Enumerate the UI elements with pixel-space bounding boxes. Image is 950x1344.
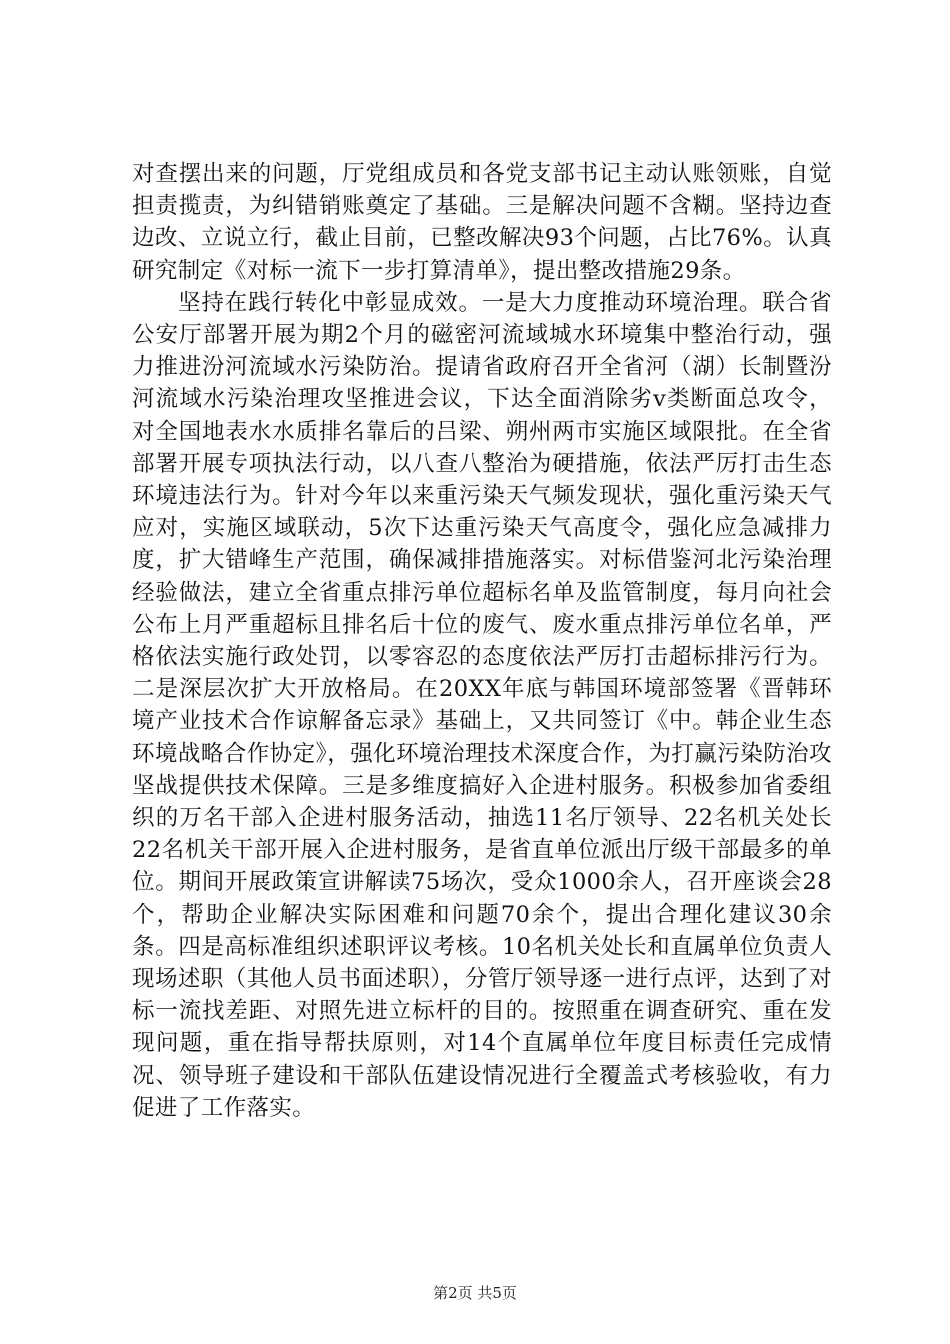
document-body — [132, 158, 832, 1124]
page-number-footer: 第2页 共5页 — [433, 1284, 517, 1302]
paragraph-results: 坚持在践行转化中彰显成效。一是大力度推动环境治理。联合省公安厅部署开展为期2个月的磁密河流域城水环境集中整治行动，强力推进汾河流域水污染防治。提请省政府召开全省河（湖）长制暨汾河流域水污染治理攻坚推进会议，下达全面消除劣v类断面总攻令，对全国地表水水质排名靠后的吕梁、朔州两市实施区域限批。在全省部署开展专项执法行动，以八查八整治为硬措施，依法严厉打击生态环境违法行为。针对今年以来重污染天气频发现状，强化重污染天气应对，实施区域联动，5次下达重污染天气高度令，强化应急减排力度，扩大错峰生产范围，确保减排措施落实。对标借鉴河北污染治理经验做法，建立全省重点排污单位超标名单及监管制度，每月向社会公布上月严重超标且排名后十位的废气、废水重点排污单位名单，严格依法实施行政处罚，以零容忍的态度依法严厉打击超标排污行为。二是深层次扩大开放格局。在20XX年底与韩国环境部签署《晋韩环境产业技术合作谅解备忘录》基础上，又共同签订《中。韩企业生态环境战略合作协定》，强化环境治理技术深度合作，为打赢污染防治攻坚战提供技术保障。三是多维度搞好入企进村服务。积极参加省委组织的万名干部入企进村服务活动，抽选11名厅领导、22名机关处长22名机关干部开展入企进村服务，是省直单位派出厅级干部最多的单位。期间开展政策宣讲解读75场次，受众1000余人，召开座谈会28个，帮助企业解决实际困难和问题70余个，提出合理化建议30余条。四是高标准组织述职评议考核。10名机关处长和直属单位负责人现场述职（其他人员书面述职），分管厅领导逐一进行点评，达到了对标一流找差距、对照先进立标杆的目的。按照重在调查研究、重在发现问题，重在指导帮扶原则，对14个直属单位年度目标责任完成情况、领导班子建设和干部队伍建设情况进行全覆盖式考核验收，有力促进了工作落实。 — [132, 289, 832, 1121]
paragraph-continuation: 对查摆出来的问题，厅党组成员和各党支部书记主动认账领账，自觉担责揽责，为纠错销账奠定了基础。三是解决问题不含糊。坚持边查边改、立说立行，截止目前，已整改解决93个问题，占比76%。认真研究制定《对标一流下一步打算清单》，提出整改措施29条。 — [132, 161, 832, 284]
